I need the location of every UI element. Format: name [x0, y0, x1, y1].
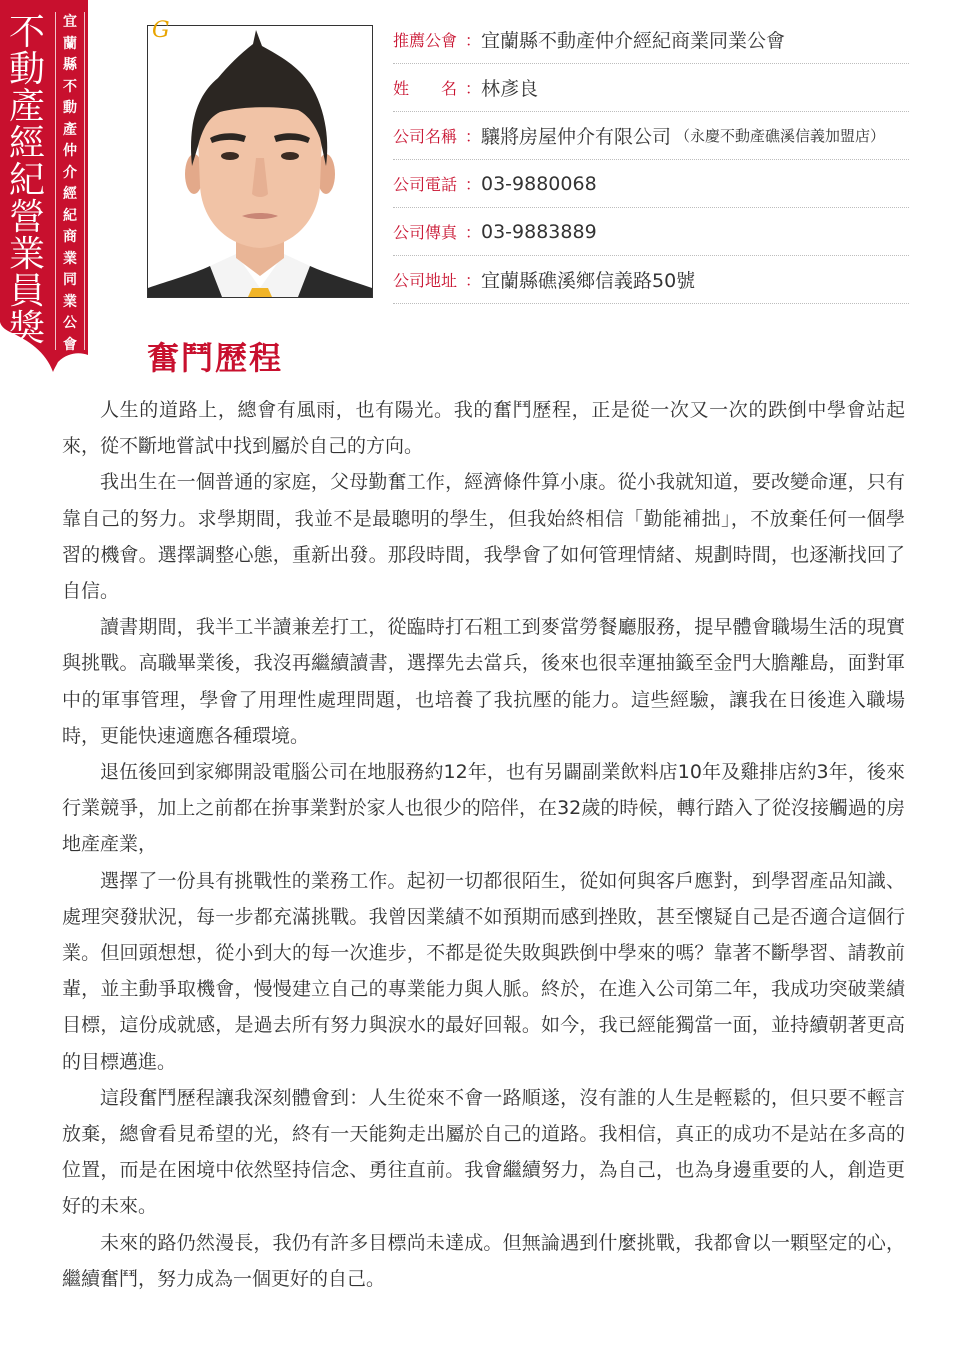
ribbon-subtitle-char: 經 [63, 186, 77, 202]
info-value-fax: 03-9883889 [481, 220, 597, 243]
ribbon-subtitle-char: 產 [63, 121, 77, 138]
ribbon-title-char: 動 [8, 49, 45, 90]
info-label: 姓 名 [393, 79, 458, 98]
photo-corner-mark: G [152, 18, 170, 43]
ribbon-subtitle-char: 介 [63, 164, 77, 181]
ribbon-subtitle-char: 業 [63, 293, 77, 310]
member-info [393, 16, 909, 304]
info-colon: ： [465, 223, 482, 242]
info-row-fax [393, 208, 909, 256]
ribbon-subtitle [57, 12, 83, 356]
info-colon: ： [465, 271, 482, 290]
ribbon-subtitle-char: 縣 [63, 57, 77, 73]
info-note-company-branch: （永慶不動產礁溪信義加盟店） [675, 127, 886, 145]
story-paragraph: 這段奮鬥歷程讓我深刻體會到：人生從來不會一路順遂，沒有誰的人生是輕鬆的，但只要不輕言放棄，總會看見希望的光，終有一天能夠走出屬於自己的道路。我相信，真正的成功不是站在多高的位置，而是在困境中依然堅持信念、勇往直前。我會繼續努力，為自己，也為身邊重要的人，創造更好的未來。 [62, 1086, 905, 1218]
ribbon-title-char: 業 [8, 234, 45, 275]
info-label: 公司地址 [393, 271, 458, 290]
ribbon-subtitle-char: 不 [63, 78, 77, 95]
info-label: 公司名稱 [393, 127, 458, 146]
info-label: 推薦公會 [393, 31, 458, 50]
info-colon: ： [465, 127, 482, 146]
info-value-name: 林彥良 [481, 78, 539, 100]
ribbon-subtitle-char: 業 [63, 250, 77, 267]
section-title: 奮鬥歷程 [147, 339, 284, 377]
info-row-company [393, 112, 909, 160]
ribbon-title-char: 營 [8, 197, 45, 238]
story-paragraph: 未來的路仍然漫長，我仍有許多目標尚未達成。但無論遇到什麼挑戰，我都會以一顆堅定的心，繼續奮鬥，努力成為一個更好的自己。 [62, 1231, 905, 1290]
info-label: 公司電話 [393, 175, 458, 194]
info-row-name [393, 64, 909, 112]
ribbon-subtitle-char: 會 [63, 336, 77, 353]
info-colon: ： [465, 175, 482, 194]
ribbon-title-char: 經 [8, 123, 45, 164]
story-paragraph: 我出生在一個普通的家庭，父母勤奮工作，經濟條件算小康。從小我就知道，要改變命運，只有靠自己的努力。求學期間，我並不是最聰明的學生，但我始終相信「勤能補拙」，不放棄任何一個學習的機會。選擇調整心態，重新出發。那段時間，我學會了如何管理情緒、規劃時間，也逐漸找回了自信。 [62, 471, 905, 603]
story-paragraph: 退伍後回到家鄉開設電腦公司在地服務約12年，也有另闢副業飲料店10年及雞排店約3年，後來行業競爭，加上之前都在拚事業對於家人也很少的陪伴，在32歲的時候，轉行踏入了從沒接觸過的房地產產業， [62, 761, 905, 856]
info-colon: ： [465, 79, 482, 98]
story-paragraph: 讀書期間，我半工半讀兼差打工，從臨時打石粗工到麥當勞餐廳服務，提早體會職場生活的現實與挑戰。高職畢業後，我沒再繼續讀書，選擇先去當兵，後來也很幸運抽籤至金門大膽離島，面對軍中的軍事管理，學會了用理性處理問題，也培養了我抗壓的能力。這些經驗，讓我在日後進入職場時，更能快速適應各種環境。 [62, 616, 905, 747]
ribbon-subtitle-char: 宜 [63, 14, 77, 30]
ribbon-subtitle-char: 公 [63, 315, 77, 331]
info-label: 公司傳真 [393, 223, 458, 242]
info-value-address: 宜蘭縣礁溪鄉信義路50號 [481, 270, 696, 292]
story-body [62, 392, 905, 1297]
info-value-company: 驤將房屋仲介有限公司 [481, 126, 672, 148]
ribbon-subtitle-char: 動 [63, 100, 77, 116]
info-row-association [393, 16, 909, 64]
ribbon-divider-left [55, 12, 56, 350]
ribbon-subtitle-char: 仲 [63, 143, 77, 159]
story-paragraph: 選擇了一份具有挑戰性的業務工作。起初一切都很陌生，從如何與客戶應對，到學習產品知識、處理突發狀況，每一步都充滿挑戰。我曾因業績不如預期而感到挫敗，甚至懷疑自己是否適合這個行業。但回頭想想，從小到大的每一次進步，不都是從失敗與跌倒中學來的嗎？靠著不斷學習、請教前輩，並主動爭取機會，慢慢建立自己的專業能力與人脈。終於，在進入公司第二年，我成功突破業績目標，這份成就感，是過去所有努力與淚水的最好回報。如今，我已經能獨當一面，並持續朝著更高的目標邁進。 [62, 869, 905, 1073]
ribbon-title [6, 14, 48, 347]
ribbon-subtitle-char: 同 [63, 272, 77, 288]
info-value-association: 宜蘭縣不動產仲介經紀商業同業公會 [481, 30, 786, 52]
info-row-address [393, 256, 909, 304]
person-portrait-icon [148, 26, 372, 297]
ribbon-title-char: 產 [8, 86, 45, 127]
ribbon-title-char: 獎 [8, 308, 45, 349]
portrait-photo [147, 25, 373, 298]
info-row-phone [393, 160, 909, 208]
award-ribbon-banner [0, 0, 88, 372]
info-colon: ： [465, 31, 482, 50]
ribbon-divider-right [84, 12, 85, 350]
ribbon-subtitle-char: 商 [63, 229, 77, 245]
ribbon-title-char: 不 [8, 12, 45, 53]
ribbon-subtitle-char: 紀 [63, 207, 77, 224]
ribbon-title-char: 紀 [8, 160, 45, 201]
story-paragraph: 人生的道路上，總會有風雨，也有陽光。我的奮鬥歷程，正是從一次又一次的跌倒中學會站起來，從不斷地嘗試中找到屬於自己的方向。 [62, 399, 905, 458]
ribbon-title-char: 員 [8, 271, 45, 312]
ribbon-subtitle-char: 蘭 [63, 35, 77, 52]
info-value-phone: 03-9880068 [481, 172, 597, 195]
